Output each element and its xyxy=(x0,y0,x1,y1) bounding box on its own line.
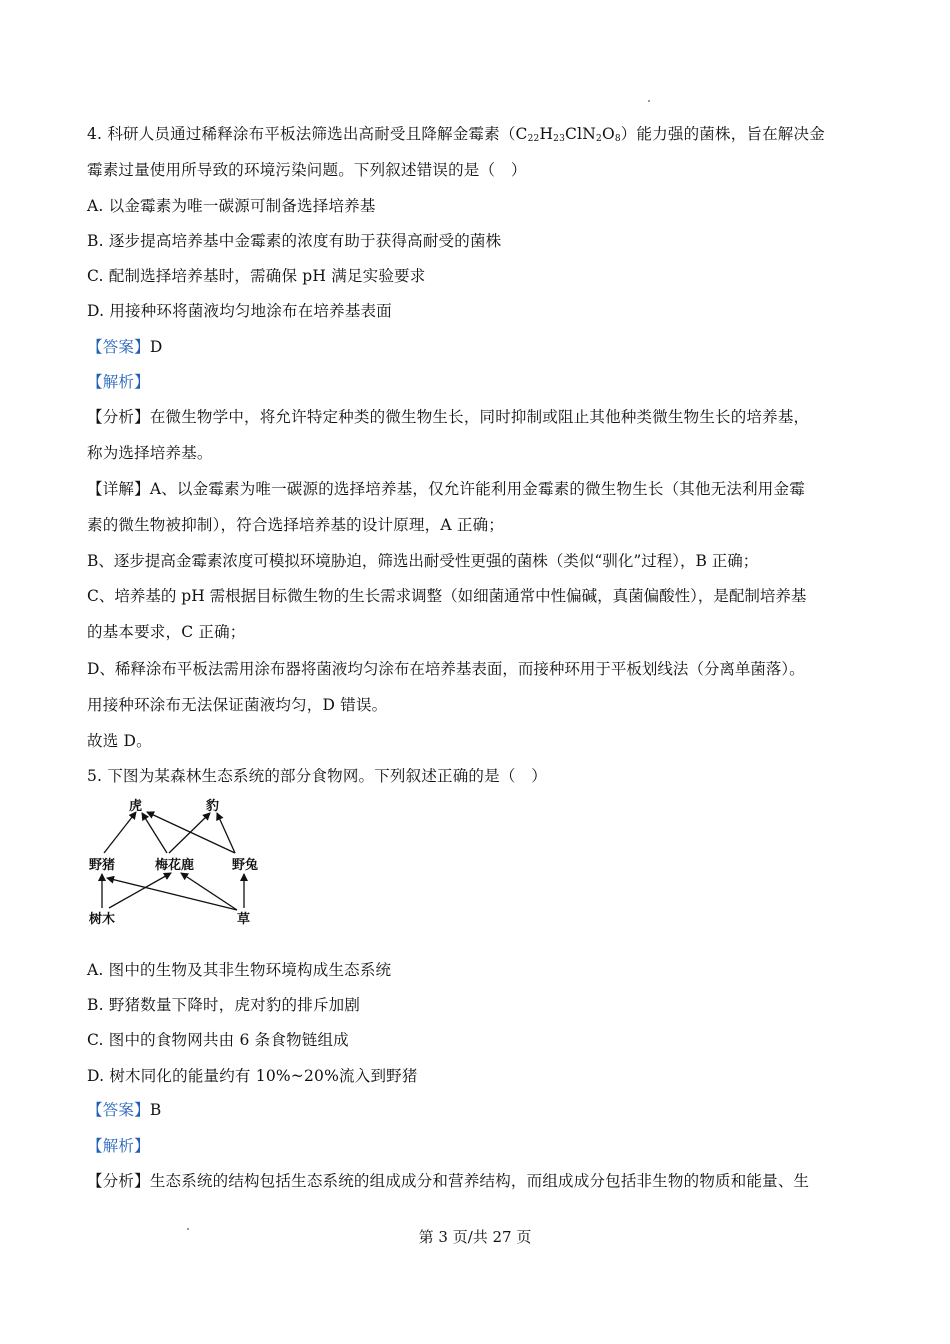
q4-fenxi-line1: 【分析】在微生物学中，将允许特定种类的微生物生长，同时抑制或阻止其他种类微生物生长的培养基， xyxy=(87,408,810,426)
answer-label: 【答案】 xyxy=(87,1101,150,1119)
q4-option-b: B. 逐步提高培养基中金霉素的浓度有助于获得高耐受的菌株 xyxy=(87,232,502,250)
q4-conclusion: 故选 D。 xyxy=(87,732,152,750)
q4-xiangjie-line6: D、稀释涂布平板法需用涂布器将菌液均匀涂布在培养基表面，而接种环用于平板划线法（分离单菌落）。 xyxy=(87,660,805,678)
q4-option-a: A. 以金霉素为唯一碳源可制备选择培养基 xyxy=(87,197,376,215)
node-rabbit: 野兔 xyxy=(232,858,259,873)
answer-value: D xyxy=(149,338,163,356)
q4-fenxi-line2: 称为选择培养基。 xyxy=(87,444,213,462)
q5-answer xyxy=(87,1098,161,1120)
fenxi-label: 【分析】 xyxy=(87,1172,150,1190)
food-web-diagram xyxy=(87,793,267,933)
q5-option-b: B. 野猪数量下降时，虎对豹的排斥加剧 xyxy=(87,996,361,1014)
q5-fenxi-line1: 【分析】生态系统的结构包括生态系统的组成成分和营养结构，而组成成分包括非生物的物质和能量、生 xyxy=(87,1172,810,1190)
fenxi-label: 【分析】 xyxy=(87,408,150,426)
arrow-grass-to-deer xyxy=(181,873,237,910)
answer-label: 【答案】 xyxy=(87,338,150,356)
arrow-rabbit-to-tiger xyxy=(147,812,235,853)
q4-analysis-label: 【解析】 xyxy=(87,373,150,391)
q5-option-a: A. 图中的生物及其非生物环境构成生态系统 xyxy=(87,961,392,979)
q4-option-d: D. 用接种环将菌液均匀地涂布在培养基表面 xyxy=(87,302,392,320)
xiangjie-label: 【详解】 xyxy=(87,480,150,498)
q5-option-d: D. 树木同化的能量约有 10%~20%流入到野猪 xyxy=(87,1067,418,1085)
q5-stem: 5. 下图为某森林生态系统的部分食物网。下列叙述正确的是（ ） xyxy=(87,767,547,785)
q4-option-c: C. 配制选择培养基时，需确保 pH 满足实验要求 xyxy=(87,267,426,285)
node-tree: 树木 xyxy=(89,912,116,927)
q4-answer xyxy=(87,335,162,357)
q4-xiangjie-line1: 【详解】A、以金霉素为唯一碳源的选择培养基，仅允许能利用金霉素的微生物生长（其他无法利用金霉 xyxy=(87,480,805,498)
arrow-tree-to-deer xyxy=(109,873,171,908)
q4-xiangjie-line3: B、逐步提高金霉素浓度可模拟环境胁迫，筛选出耐受性更强的菌株（类似“驯化”过程），B 正确； xyxy=(87,552,759,570)
q5-analysis-label: 【解析】 xyxy=(87,1137,150,1155)
page-footer: 第 3 页/共 27 页 xyxy=(418,1228,532,1246)
arrow-rabbit-to-leopard xyxy=(217,813,235,853)
scan-dot xyxy=(648,100,650,102)
arrow-deer-to-leopard xyxy=(169,813,210,853)
q4-xiangjie-line2: 素的微生物被抑制），符合选择培养基的设计原理，A 正确； xyxy=(87,516,504,534)
node-grass: 草 xyxy=(237,912,251,927)
node-leopard: 豹 xyxy=(206,799,220,814)
q4-stem-line1: 4. 科研人员通过稀释涂布平板法筛选出高耐受且降解金霉素$(C_{22}H_{23}ClN_2O_8)$能力强的菌株，旨在解决金 xyxy=(87,125,825,144)
q4-xiangjie-line4: C、培养基的 pH 需根据目标微生物的生长需求调整（如细菌通常中性偏碱，真菌偏酸性），是配制培养基 xyxy=(87,587,807,605)
q4-xiangjie-line7: 用接种环涂布无法保证菌液均匀，D 错误。 xyxy=(87,696,388,714)
node-tiger: 虎 xyxy=(129,799,143,814)
arrow-boar-to-tiger xyxy=(104,812,136,853)
node-boar: 野猪 xyxy=(89,858,116,873)
node-deer: 梅花鹿 xyxy=(155,858,195,873)
q4-xiangjie-line5: 的基本要求，C 正确； xyxy=(87,623,246,641)
q5-option-c: C. 图中的食物网共由 6 条食物链组成 xyxy=(87,1031,349,1049)
arrow-grass-to-boar xyxy=(107,878,237,910)
answer-value: B xyxy=(149,1101,162,1119)
q4-stem-line2: 霉素过量使用所导致的环境污染问题。下列叙述错误的是（ ） xyxy=(87,161,527,179)
